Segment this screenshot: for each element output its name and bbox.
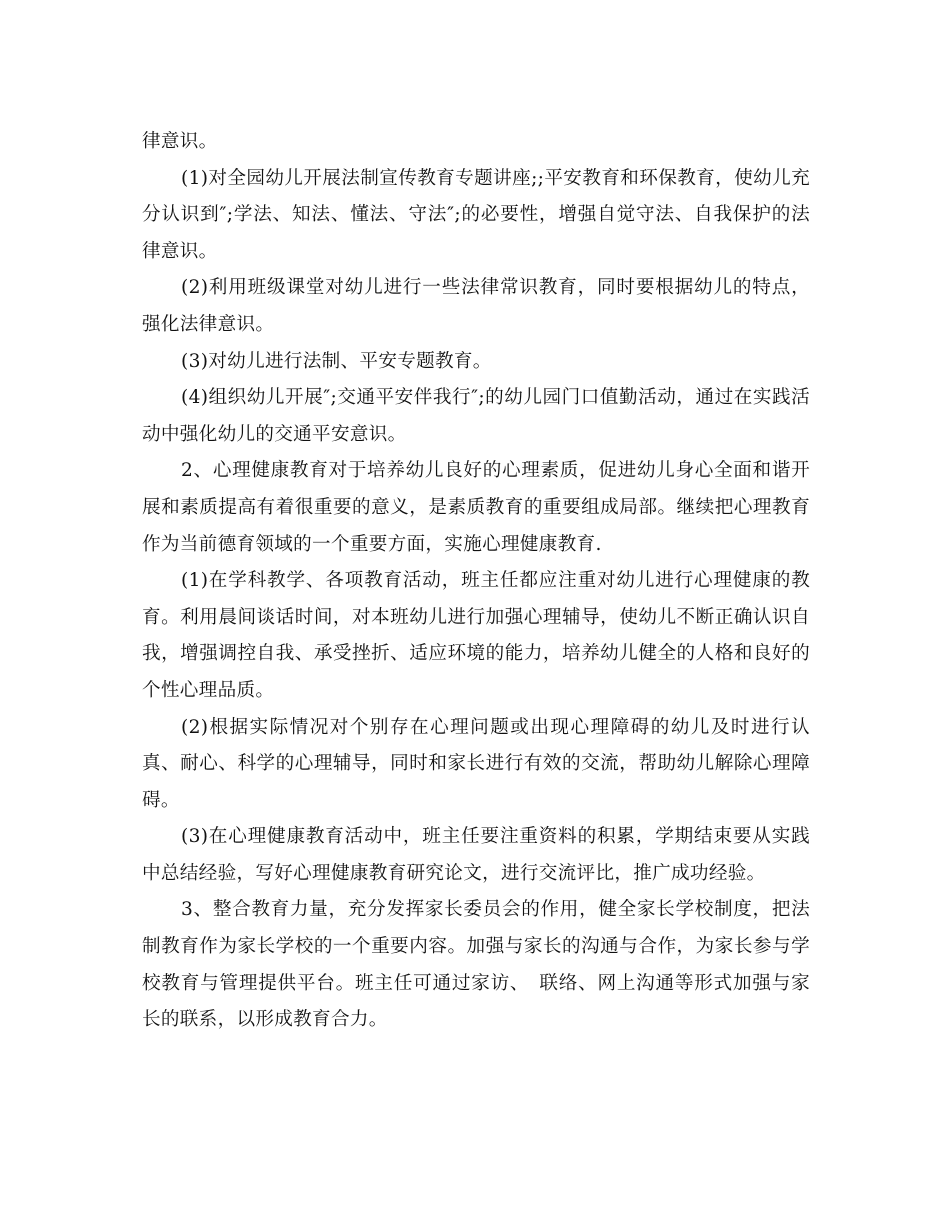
paragraph-item-3: (3)对幼儿进行法制、平安专题教育。 bbox=[181, 350, 492, 372]
paragraph-item-4: (4)组织幼儿开展″;交通平安伴我行″;的幼儿园门口值勤活动，通过在实践活动中强化幼儿的交通平安意识。 bbox=[142, 387, 810, 445]
paragraph-item-2: (2)利用班级课堂对幼儿进行一些法律常识教育，同时要根据幼儿的特点，强化法律意识。 bbox=[142, 277, 810, 335]
paragraph-section-2-item-1: (1)在学科教学、各项教育活动，班主任都应注重对幼儿进行心理健康的教育。利用晨间谈话时间，对本班幼儿进行加强心理辅导，使幼儿不断正确认识自我，增强调控自我、承受挫折、适应环境的能力，培养幼儿健全的人格和良好的个性心理品质。 bbox=[142, 570, 810, 701]
paragraph-item-1: (1)对全园幼儿开展法制宣传教育专题讲座;;平安教育和环保教育，使幼儿充分认识到″;学法、知法、懂法、守法″;的必要性，增强自觉守法、自我保护的法律意识。 bbox=[142, 167, 810, 262]
paragraph-section-3: 3、整合教育力量，充分发挥家长委员会的作用，健全家长学校制度，把法制教育作为家长学校的一个重要内容。加强与家长的沟通与合作，为家长参与学校教育与管理提供平台。班主任可通过家访、 联络、网上沟通等形式加强与家长的联系，以形成教育合力。 bbox=[142, 899, 810, 1031]
document-body bbox=[142, 124, 810, 1039]
paragraph-section-2-item-3: (3)在心理健康教育活动中，班主任要注重资料的积累，学期结束要从实践中总结经验，写好心理健康教育研究论文，进行交流评比，推广成功经验。 bbox=[142, 826, 810, 884]
paragraph-continuation: 律意识。 bbox=[142, 131, 218, 152]
paragraph-section-2: 2、心理健康教育对于培养幼儿良好的心理素质，促进幼儿身心全面和谐开展和素质提高有着很重要的意义，是素质教育的重要组成局部。继续把心理教育作为当前德育领域的一个重要方面，实施心理健康教育. bbox=[142, 460, 810, 555]
paragraph-section-2-item-2: (2)根据实际情况对个别存在心理问题或出现心理障碍的幼儿及时进行认真、耐心、科学的心理辅导，同时和家长进行有效的交流，帮助幼儿解除心理障碍。 bbox=[142, 716, 810, 811]
